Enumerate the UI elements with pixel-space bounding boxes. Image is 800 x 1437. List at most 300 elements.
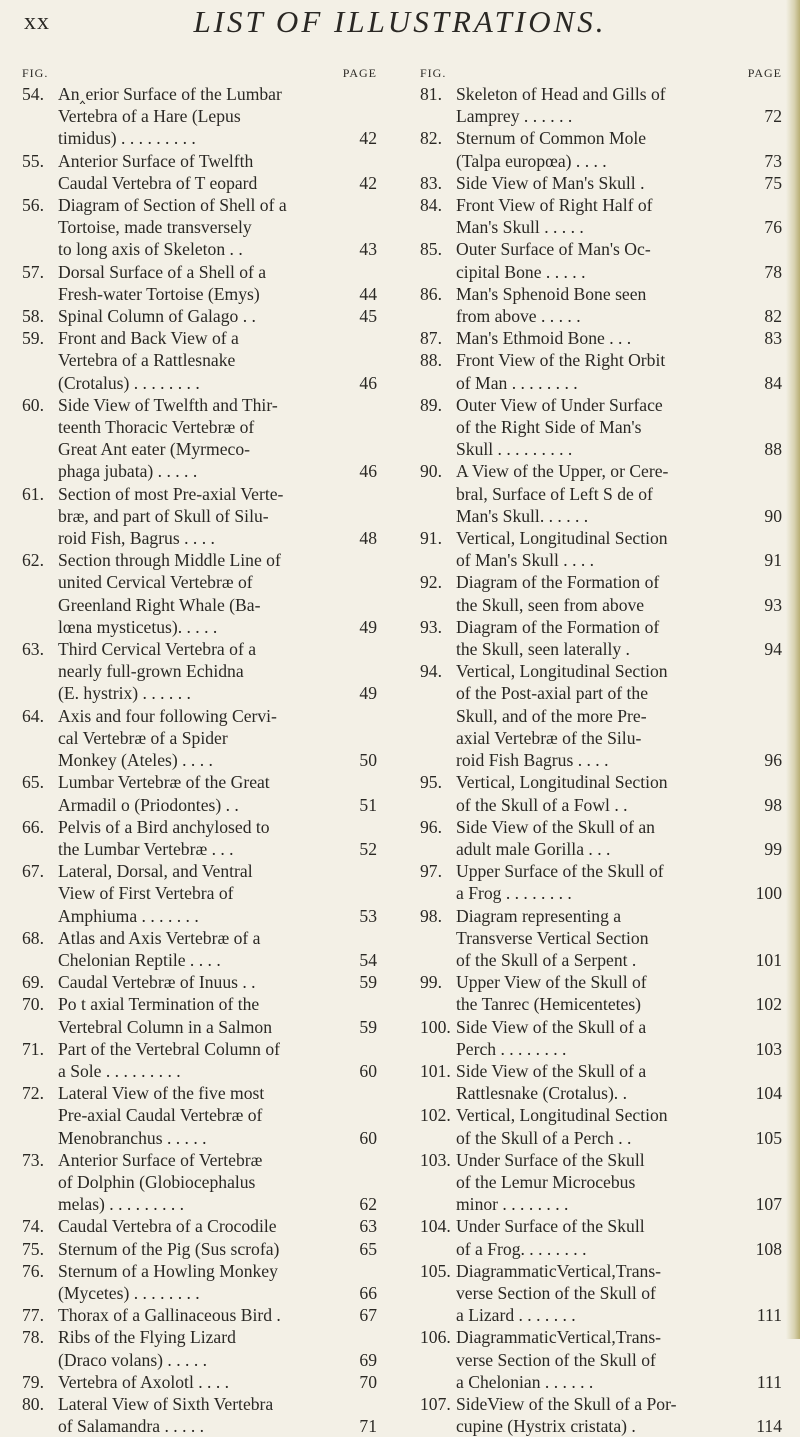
illustration-entry bbox=[420, 460, 782, 527]
page-label: PAGE bbox=[747, 66, 782, 80]
entry-caption bbox=[58, 816, 377, 860]
page-reference: 83 bbox=[764, 328, 782, 349]
caption-line bbox=[58, 971, 377, 993]
figure-number: 89. bbox=[420, 394, 442, 415]
caption-line bbox=[456, 1149, 782, 1171]
caption-line bbox=[456, 327, 782, 349]
caption-text: of the Right Side of Man's bbox=[456, 417, 642, 438]
caption-text: Man's Sphenoid Bone seen bbox=[456, 283, 647, 304]
caption-line bbox=[456, 727, 782, 749]
entry-caption bbox=[456, 172, 782, 194]
page-reference: 43 bbox=[359, 239, 377, 260]
entry-caption bbox=[58, 1260, 377, 1304]
entry-caption bbox=[456, 283, 782, 327]
caption-text: Upper Surface of the Skull of bbox=[456, 861, 664, 882]
caption-line bbox=[456, 949, 782, 971]
illustration-entry bbox=[22, 705, 377, 772]
caption-line bbox=[58, 949, 377, 971]
entry-caption bbox=[456, 1260, 782, 1327]
caption-line bbox=[58, 1127, 377, 1149]
figure-number: 93. bbox=[420, 616, 442, 637]
caption-text: Outer View of Under Surface bbox=[456, 394, 663, 415]
page-reference: 46 bbox=[359, 461, 377, 482]
caption-text: roid Fish Bagrus . . . . bbox=[456, 750, 609, 771]
caption-text: SideView of the Skull of a Por- bbox=[456, 1393, 677, 1414]
caption-text: the Skull, seen from above bbox=[456, 594, 645, 615]
caption-line bbox=[456, 816, 782, 838]
entry-caption bbox=[58, 1326, 377, 1370]
caption-line bbox=[58, 438, 377, 460]
caption-line bbox=[456, 416, 782, 438]
caption-text: Lateral View of Sixth Vertebra bbox=[58, 1393, 274, 1414]
illustration-entry bbox=[420, 394, 782, 461]
caption-text: Thorax of a Gallinaceous Bird . bbox=[58, 1305, 281, 1326]
illustration-entry bbox=[22, 971, 377, 993]
illustration-entry bbox=[22, 1238, 377, 1260]
caption-text: Vertical, Longitudinal Section bbox=[456, 772, 668, 793]
illustration-entry bbox=[22, 261, 377, 305]
caption-text: Front and Back View of a bbox=[58, 328, 239, 349]
caption-text: Vertebra of Axolotl . . . . bbox=[58, 1371, 230, 1392]
entry-caption bbox=[58, 993, 377, 1037]
page-reference: 108 bbox=[755, 1238, 782, 1259]
figure-number: 107. bbox=[420, 1393, 451, 1414]
entry-caption bbox=[456, 971, 782, 1015]
caption-line bbox=[58, 905, 377, 927]
caption-text: Pre-axial Caudal Vertebræ of bbox=[58, 1105, 263, 1126]
figure-number: 78. bbox=[22, 1327, 44, 1348]
figure-number: 57. bbox=[22, 261, 44, 282]
caption-text: Diagram of Section of Shell of a bbox=[58, 195, 287, 216]
figure-number: 84. bbox=[420, 195, 442, 216]
figure-number: 88. bbox=[420, 350, 442, 371]
figure-number: 74. bbox=[22, 1216, 44, 1237]
caption-line bbox=[456, 1171, 782, 1193]
caption-text: Anterior Surface of Twelfth bbox=[58, 150, 254, 171]
page-reference: 66 bbox=[359, 1282, 377, 1303]
caption-line bbox=[58, 261, 377, 283]
caption-text: Lateral View of the five most bbox=[58, 1083, 265, 1104]
caption-line bbox=[58, 1238, 377, 1260]
illustration-entry bbox=[420, 194, 782, 238]
caption-line bbox=[456, 527, 782, 549]
caption-line bbox=[456, 505, 782, 527]
caption-line bbox=[456, 1104, 782, 1126]
illustration-entry bbox=[420, 1016, 782, 1060]
page-reference: 49 bbox=[359, 616, 377, 637]
caption-line bbox=[58, 882, 377, 904]
caption-line bbox=[58, 1193, 377, 1215]
figure-number: 69. bbox=[22, 972, 44, 993]
page-reference: 105 bbox=[755, 1127, 782, 1148]
caption-text: Diagram of the Formation of bbox=[456, 572, 660, 593]
caption-text: a Frog . . . . . . . . bbox=[456, 883, 572, 904]
caption-line bbox=[456, 771, 782, 793]
caption-text: A View of the Upper, or Cere- bbox=[456, 461, 669, 482]
caption-text: Rattlesnake (Crotalus). . bbox=[456, 1083, 628, 1104]
caption-line bbox=[58, 327, 377, 349]
caption-line bbox=[456, 1304, 782, 1326]
figure-number: 97. bbox=[420, 861, 442, 882]
illustration-entry bbox=[22, 1304, 377, 1326]
caption-line bbox=[58, 1371, 377, 1393]
page-reference: 73 bbox=[764, 150, 782, 171]
entry-caption bbox=[58, 1215, 377, 1237]
entry-caption bbox=[456, 571, 782, 615]
caption-text: timidus) . . . . . . . . . bbox=[58, 128, 196, 149]
caption-text: from above . . . . . bbox=[456, 306, 581, 327]
right-column bbox=[420, 66, 782, 1437]
caption-text: Front View of Right Half of bbox=[456, 195, 653, 216]
caption-line bbox=[58, 571, 377, 593]
illustration-entry bbox=[420, 1326, 782, 1393]
caption-line bbox=[58, 549, 377, 571]
caption-line bbox=[456, 438, 782, 460]
entry-caption bbox=[58, 261, 377, 305]
caption-text: bral, Surface of Left S de of bbox=[456, 483, 653, 504]
caption-line bbox=[456, 993, 782, 1015]
figure-number: 71. bbox=[22, 1038, 44, 1059]
caption-text: Monkey (Ateles) . . . . bbox=[58, 750, 213, 771]
caption-line bbox=[58, 1171, 377, 1193]
figure-number: 80. bbox=[22, 1393, 44, 1414]
figure-number: 87. bbox=[420, 328, 442, 349]
caption-text: Skull, and of the more Pre- bbox=[456, 705, 647, 726]
caption-text: of a Frog. . . . . . . . bbox=[456, 1238, 587, 1259]
caption-line bbox=[456, 150, 782, 172]
figure-number: 102. bbox=[420, 1105, 451, 1126]
entry-caption bbox=[58, 971, 377, 993]
caption-line bbox=[456, 1215, 782, 1237]
caption-text: adult male Gorilla . . . bbox=[456, 838, 611, 859]
page-reference: 75 bbox=[764, 172, 782, 193]
figure-number: 103. bbox=[420, 1149, 451, 1170]
page-reference: 82 bbox=[764, 306, 782, 327]
illustration-entry bbox=[420, 660, 782, 771]
caption-line bbox=[456, 172, 782, 194]
caption-line bbox=[456, 83, 782, 105]
caption-line bbox=[58, 594, 377, 616]
caption-text: Vertical, Longitudinal Section bbox=[456, 661, 668, 682]
caption-line bbox=[58, 394, 377, 416]
caption-line bbox=[456, 571, 782, 593]
page-reference: 70 bbox=[359, 1371, 377, 1392]
caption-text: melas) . . . . . . . . . bbox=[58, 1194, 185, 1215]
illustration-entry bbox=[22, 83, 377, 150]
page-reference: 76 bbox=[764, 217, 782, 238]
caption-line bbox=[456, 1060, 782, 1082]
illustration-entry bbox=[420, 971, 782, 1015]
illustration-entry bbox=[22, 1149, 377, 1216]
figure-number: 72. bbox=[22, 1083, 44, 1104]
caption-line bbox=[58, 483, 377, 505]
caption-text: (Draco volans) . . . . . bbox=[58, 1349, 208, 1370]
caption-line bbox=[58, 505, 377, 527]
caption-line bbox=[456, 905, 782, 927]
caption-text: cupine (Hystrix cristata) . bbox=[456, 1416, 636, 1437]
figure-number: 58. bbox=[22, 306, 44, 327]
caption-line bbox=[58, 616, 377, 638]
caption-text: Caudal Vertebra of T eopard bbox=[58, 172, 258, 193]
illustration-entry bbox=[22, 1038, 377, 1082]
illustration-entry bbox=[420, 1104, 782, 1148]
caption-line bbox=[456, 1260, 782, 1282]
figure-number: 79. bbox=[22, 1371, 44, 1392]
caption-text: Diagram of the Formation of bbox=[456, 616, 660, 637]
page-reference: 62 bbox=[359, 1194, 377, 1215]
caption-line bbox=[58, 305, 377, 327]
figure-number: 75. bbox=[22, 1238, 44, 1259]
figure-number: 86. bbox=[420, 283, 442, 304]
caption-line bbox=[456, 483, 782, 505]
caption-line bbox=[58, 1016, 377, 1038]
caption-line bbox=[58, 1393, 377, 1415]
caption-line bbox=[456, 838, 782, 860]
caption-text: (Crotalus) . . . . . . . . bbox=[58, 372, 200, 393]
running-head: LIST OF ILLUSTRATIONS. bbox=[193, 4, 607, 39]
page-reference: 78 bbox=[764, 261, 782, 282]
caption-text: Vertical, Longitudinal Section bbox=[456, 1105, 668, 1126]
caption-text: Side View of the Skull of a bbox=[456, 1060, 647, 1081]
caption-line bbox=[58, 349, 377, 371]
caption-text: teenth Thoracic Vertebræ of bbox=[58, 417, 255, 438]
illustration-entry bbox=[22, 194, 377, 261]
caption-line bbox=[58, 838, 377, 860]
page-reference: 48 bbox=[359, 528, 377, 549]
illustration-entry bbox=[22, 549, 377, 638]
caption-text: united Cervical Vertebræ of bbox=[58, 572, 253, 593]
caption-text: Man's Ethmoid Bone . . . bbox=[456, 328, 632, 349]
caption-line bbox=[456, 549, 782, 571]
page-number: xx bbox=[24, 9, 50, 35]
caption-line bbox=[58, 771, 377, 793]
illustration-entry bbox=[22, 927, 377, 971]
entry-caption bbox=[456, 238, 782, 282]
illustration-entry bbox=[420, 571, 782, 615]
caption-line bbox=[456, 305, 782, 327]
page-reference: 49 bbox=[359, 683, 377, 704]
caption-line bbox=[456, 1349, 782, 1371]
caption-text: verse Section of the Skull of bbox=[456, 1349, 656, 1370]
illustration-entry bbox=[420, 1149, 782, 1216]
caption-line bbox=[58, 238, 377, 260]
caption-line bbox=[58, 105, 377, 127]
figure-number: 81. bbox=[420, 84, 442, 104]
caption-line bbox=[58, 1215, 377, 1237]
caption-line bbox=[58, 1260, 377, 1282]
figure-number: 100. bbox=[420, 1016, 451, 1037]
caption-text: of the Skull of a Serpent . bbox=[456, 949, 637, 970]
figure-number: 92. bbox=[420, 572, 442, 593]
caption-line bbox=[58, 927, 377, 949]
page-reference: 114 bbox=[756, 1416, 782, 1437]
entry-caption bbox=[456, 771, 782, 815]
caption-text: of the Skull of a Fowl . . bbox=[456, 794, 628, 815]
caption-text: (Talpa europœa) . . . . bbox=[456, 150, 607, 171]
illustration-entry bbox=[22, 150, 377, 194]
left-entry-list bbox=[22, 83, 377, 1437]
caption-line bbox=[58, 794, 377, 816]
caption-line bbox=[456, 705, 782, 727]
figure-number: 67. bbox=[22, 861, 44, 882]
caption-line bbox=[456, 1326, 782, 1348]
page-reference: 59 bbox=[359, 972, 377, 993]
caption-text: Caudal Vertebræ of Inuus . . bbox=[58, 972, 256, 993]
caption-text: Vertebra of a Hare (Lepus bbox=[58, 106, 241, 127]
illustration-entry bbox=[22, 1326, 377, 1370]
caption-text: of Salamandra . . . . . bbox=[58, 1416, 205, 1437]
caption-text: Axis and four following Cervi- bbox=[58, 705, 277, 726]
page-reference: 71 bbox=[359, 1416, 377, 1437]
caption-line bbox=[456, 1038, 782, 1060]
caption-line bbox=[58, 749, 377, 771]
entry-caption bbox=[58, 394, 377, 483]
figure-number: 77. bbox=[22, 1305, 44, 1326]
caption-text: of the Lemur Microcebus bbox=[456, 1171, 636, 1192]
caption-text: Anterior Surface of Vertebræ bbox=[58, 1149, 263, 1170]
page-reference: 44 bbox=[359, 283, 377, 304]
entry-caption bbox=[456, 327, 782, 349]
caption-text: DiagrammaticVertical,Trans- bbox=[456, 1260, 662, 1281]
caption-text: Side View of the Skull of an bbox=[456, 816, 655, 837]
caption-line bbox=[58, 638, 377, 660]
illustration-entry bbox=[420, 1393, 782, 1437]
entry-caption bbox=[456, 1393, 782, 1437]
caption-line bbox=[58, 1282, 377, 1304]
page-reference: 50 bbox=[359, 750, 377, 771]
caption-text: Lumbar Vertebræ of the Great bbox=[58, 772, 270, 793]
caption-line bbox=[456, 1371, 782, 1393]
figure-number: 76. bbox=[22, 1260, 44, 1281]
illustration-entry bbox=[22, 305, 377, 327]
caption-text: Lateral, Dorsal, and Ventral bbox=[58, 861, 253, 882]
figure-number: 65. bbox=[22, 772, 44, 793]
figure-number: 104. bbox=[420, 1216, 451, 1237]
caption-line bbox=[58, 860, 377, 882]
caption-line bbox=[456, 660, 782, 682]
page-reference: 67 bbox=[359, 1305, 377, 1326]
figure-number: 59. bbox=[22, 328, 44, 349]
caption-line bbox=[58, 1304, 377, 1326]
caption-line bbox=[58, 194, 377, 216]
figure-number: 66. bbox=[22, 816, 44, 837]
caption-line bbox=[456, 238, 782, 260]
entry-caption bbox=[58, 1038, 377, 1082]
caption-text: Great Ant eater (Myrmeco- bbox=[58, 439, 250, 460]
caption-line bbox=[58, 1415, 377, 1437]
page-reference: 84 bbox=[764, 372, 782, 393]
entry-caption bbox=[456, 1060, 782, 1104]
illustration-entry bbox=[420, 172, 782, 194]
figure-number: 82. bbox=[420, 128, 442, 149]
page-reference: 60 bbox=[359, 1060, 377, 1081]
caption-line bbox=[456, 682, 782, 704]
caption-line bbox=[58, 216, 377, 238]
entry-caption bbox=[58, 860, 377, 927]
fig-label: FIG. bbox=[22, 66, 49, 80]
caption-text: the Lumbar Vertebræ . . . bbox=[58, 838, 234, 859]
caption-line bbox=[58, 460, 377, 482]
caption-text: Armadil o (Priodontes) . . bbox=[58, 794, 239, 815]
figure-number: 98. bbox=[420, 905, 442, 926]
caption-text: axial Vertebræ of the Silu- bbox=[456, 727, 642, 748]
illustration-entry bbox=[420, 327, 782, 349]
caption-text: nearly full-grown Echidna bbox=[58, 661, 244, 682]
entry-caption bbox=[456, 527, 782, 571]
figure-number: 63. bbox=[22, 639, 44, 660]
entry-caption bbox=[58, 771, 377, 815]
illustration-entry bbox=[22, 1393, 377, 1437]
caption-line bbox=[58, 1326, 377, 1348]
caption-text: Under Surface of the Skull bbox=[456, 1216, 645, 1237]
caption-line bbox=[456, 749, 782, 771]
entry-caption bbox=[58, 705, 377, 772]
caption-text: View of First Vertebra of bbox=[58, 883, 234, 904]
figure-number: 73. bbox=[22, 1149, 44, 1170]
entry-caption bbox=[456, 1326, 782, 1393]
caption-line bbox=[456, 105, 782, 127]
caption-text: roid Fish, Bagrus . . . . bbox=[58, 528, 215, 549]
entry-caption bbox=[58, 1393, 377, 1437]
caption-line bbox=[58, 150, 377, 172]
page-reference: 99 bbox=[764, 838, 782, 859]
caption-text: the Tanrec (Hemicentetes) bbox=[456, 994, 642, 1015]
page-reference: 98 bbox=[764, 794, 782, 815]
caption-text: the Skull, seen laterally . bbox=[456, 639, 630, 660]
caption-text: Lamprey . . . . . . bbox=[456, 106, 573, 127]
caption-line bbox=[58, 682, 377, 704]
illustration-entry bbox=[420, 1260, 782, 1327]
caption-text: phaga jubata) . . . . . bbox=[58, 461, 198, 482]
entry-caption bbox=[456, 394, 782, 461]
caption-line bbox=[58, 727, 377, 749]
caption-text: An‸erior Surface of the Lumbar bbox=[58, 84, 282, 104]
page-reference: 93 bbox=[764, 594, 782, 615]
figure-number: 90. bbox=[420, 461, 442, 482]
caption-line bbox=[58, 1149, 377, 1171]
caption-text: DiagrammaticVertical,Trans- bbox=[456, 1327, 662, 1348]
page-label: PAGE bbox=[342, 66, 377, 80]
entry-caption bbox=[58, 150, 377, 194]
entry-caption bbox=[58, 1371, 377, 1393]
caption-line bbox=[456, 927, 782, 949]
figure-number: 96. bbox=[420, 816, 442, 837]
caption-text: Greenland Right Whale (Ba- bbox=[58, 594, 261, 615]
caption-line bbox=[456, 1415, 782, 1437]
entry-caption bbox=[58, 1304, 377, 1326]
page-reference: 102 bbox=[755, 994, 782, 1015]
entry-caption bbox=[456, 616, 782, 660]
right-column-header bbox=[420, 66, 782, 81]
caption-line bbox=[58, 127, 377, 149]
illustration-entry bbox=[420, 1215, 782, 1259]
illustration-entry bbox=[420, 771, 782, 815]
entry-caption bbox=[58, 83, 377, 150]
caption-text: to long axis of Skeleton . . bbox=[58, 239, 243, 260]
caption-line bbox=[58, 283, 377, 305]
page-reference: 90 bbox=[764, 505, 782, 526]
figure-number: 105. bbox=[420, 1260, 451, 1281]
illustration-entry bbox=[420, 127, 782, 171]
illustration-entry bbox=[22, 483, 377, 550]
entry-caption bbox=[58, 327, 377, 394]
caption-text: Sternum of a Howling Monkey bbox=[58, 1260, 278, 1281]
figure-number: 70. bbox=[22, 994, 44, 1015]
illustration-entry bbox=[22, 327, 377, 394]
caption-line bbox=[456, 1282, 782, 1304]
entry-caption bbox=[456, 1215, 782, 1259]
illustration-entry bbox=[22, 1215, 377, 1237]
